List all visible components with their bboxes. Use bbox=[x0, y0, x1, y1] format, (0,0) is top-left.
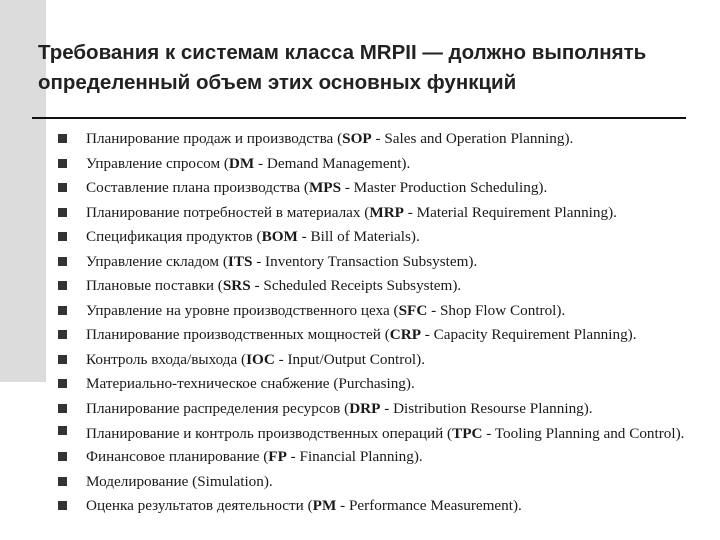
square-bullet-icon bbox=[58, 330, 67, 339]
list-item: Планирование распределения ресурсов (DRP - Distribution Resourse Planning). bbox=[58, 397, 708, 422]
square-bullet-icon bbox=[58, 281, 67, 290]
list-item: Управление спросом (DM - Demand Management). bbox=[58, 152, 708, 177]
list-item: Моделирование (Simulation). bbox=[58, 470, 708, 495]
list-item: Планирование потребностей в материалах (MRP - Material Requirement Planning). bbox=[58, 201, 708, 226]
list-item: Управление складом (ITS - Inventory Transaction Subsystem). bbox=[58, 250, 708, 275]
list-item: Плановые поставки (SRS - Scheduled Receipts Subsystem). bbox=[58, 274, 708, 299]
square-bullet-icon bbox=[58, 477, 67, 486]
slide-title: Требования к системам класса MRPII — должно выполнять определенный объем этих основных функций bbox=[38, 41, 647, 94]
square-bullet-icon bbox=[58, 159, 67, 168]
square-bullet-icon bbox=[58, 501, 67, 510]
square-bullet-icon bbox=[58, 257, 67, 266]
square-bullet-icon bbox=[58, 426, 67, 435]
list-item: Составление плана производства (MPS - Master Production Scheduling). bbox=[58, 176, 708, 201]
left-decor-band-bottom bbox=[0, 382, 46, 540]
square-bullet-icon bbox=[58, 355, 67, 364]
square-bullet-icon bbox=[58, 379, 67, 388]
list-item: Контроль входа/выхода (IOC - Input/Output Control). bbox=[58, 348, 708, 373]
square-bullet-icon bbox=[58, 452, 67, 461]
square-bullet-icon bbox=[58, 183, 67, 192]
list-item: Управление на уровне производственного цеха (SFC - Shop Flow Control). bbox=[58, 299, 708, 324]
square-bullet-icon bbox=[58, 208, 67, 217]
function-list bbox=[58, 127, 708, 519]
list-item: Планирование производственных мощностей (CRP - Capacity Requirement Planning). bbox=[58, 323, 708, 348]
square-bullet-icon bbox=[58, 306, 67, 315]
list-item: Материально-техническое снабжение (Purchasing). bbox=[58, 372, 708, 397]
list-item: Спецификация продуктов (BOM - Bill of Materials). bbox=[58, 225, 708, 250]
list-item: Финансовое планирование (FP - Financial Planning). bbox=[58, 445, 708, 470]
square-bullet-icon bbox=[58, 232, 67, 241]
list-item: Оценка результатов деятельности (PM - Performance Measurement). bbox=[58, 494, 708, 519]
list-item: Планирование продаж и производства (SOP - Sales and Operation Planning). bbox=[58, 127, 708, 152]
square-bullet-icon bbox=[58, 134, 67, 143]
title-divider bbox=[32, 117, 686, 119]
square-bullet-icon bbox=[58, 404, 67, 413]
list-item: Планирование и контроль производственных операций (TPC - Tooling Planning and Control). bbox=[58, 421, 708, 445]
